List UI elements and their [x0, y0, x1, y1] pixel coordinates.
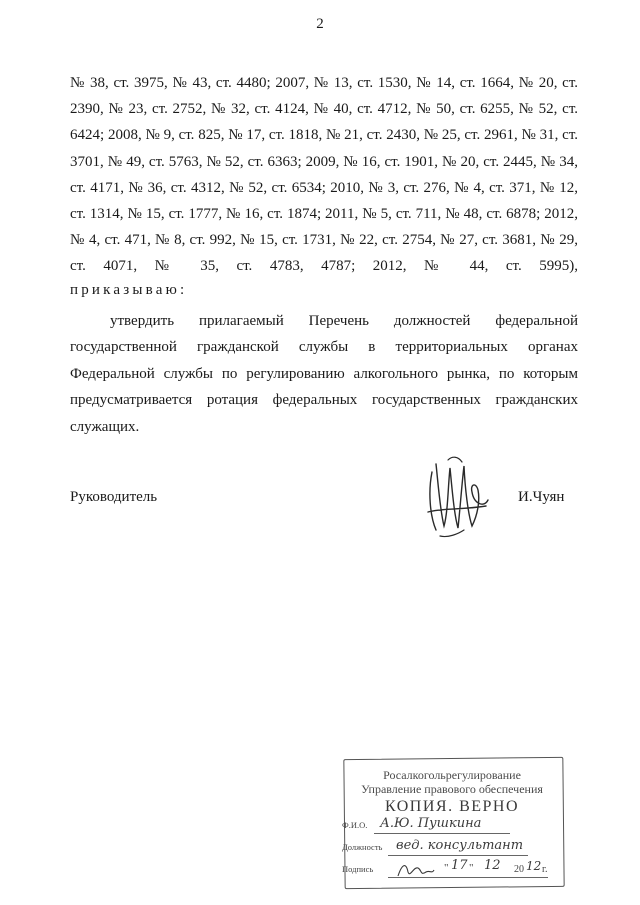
stamp-date-quote-open: " — [444, 862, 449, 874]
stamp-date-quote-close: " — [469, 862, 474, 874]
stamp-date-year-unit: г. — [542, 864, 548, 875]
stamp-signature-label: Подпись — [342, 864, 374, 874]
stamp-fio-value: А.Ю. Пушкина — [380, 816, 482, 831]
stamp-fio-label: Ф.И.О. — [342, 820, 368, 830]
stamp-position-value: вед. консультант — [396, 838, 524, 853]
page-number: 2 — [316, 16, 324, 32]
stamp-fio-rule — [374, 833, 510, 834]
certification-stamp — [336, 758, 568, 890]
stamp-date-month: 12 — [484, 858, 501, 873]
order-word: приказываю: — [70, 282, 188, 298]
legal-references-paragraph: № 38, ст. 3975, № 43, ст. 4480; 2007, № 13, ст. 1530, № 14, ст. 1664, № 20, ст. 2390, № 23, ст. 2752, № 32, ст. 4124, № 40, ст. 4712, № 50, ст. 6255, № 52, ст. 6424; 2008, № 9, ст. 825, № 17, ст. 1818, № 21, ст. 2430, № 25, ст. 2961, № 31, ст. 3701, № 49, ст. 5763, № 52, ст. 6363; 2009, № 16, ст. 1901, № 20, ст. 2445, № 34, ст. 4171, № 36, ст. 4312, № 52, ст. 6534; 2010, № 3, ст. 276, № 4, ст. 371, № 12, ст. 1314, № 15, ст. 1777, № 16, ст. 1874; 2011, № 5, ст. 711, № 48, ст. 6878; 2012, № 4, ст. 471, № 8, ст. 992, № 15, ст. 1731, № 22, ст. 2754, № 27, ст. 3681, № 29, ст. 4071, № 35, ст. 4783, 4787; 2012, № 44, ст. 5995), — [70, 75, 578, 275]
stamp-org-line2: Управление правового обеспечения — [361, 782, 543, 796]
stamp-date-year-suffix: 12 — [526, 859, 542, 873]
signer-title: Руководитель — [70, 489, 158, 505]
signer-name: И.Чуян — [518, 489, 565, 505]
stamp-date-year-prefix: 20 — [514, 864, 524, 875]
stamp-position-label: Должность — [342, 842, 383, 852]
stamp-certified-text: КОПИЯ. ВЕРНО — [384, 798, 520, 815]
stamp-org-line1: Росалкогольрегулирование — [383, 768, 521, 782]
stamp-date-rule — [388, 877, 548, 878]
stamp-handwritten-signature — [396, 858, 436, 882]
stamp-position-rule — [388, 855, 528, 856]
decision-paragraph: утвердить прилагаемый Перечень должностей федеральной государственной гражданской службы в территориальных органах Федеральной службы по регулированию алкогольного рынка, по которым предусматривается ротация федеральных государственных гражданских служащих. — [70, 313, 578, 435]
signature-image — [418, 452, 498, 542]
stamp-date-day: 17 — [451, 858, 468, 873]
